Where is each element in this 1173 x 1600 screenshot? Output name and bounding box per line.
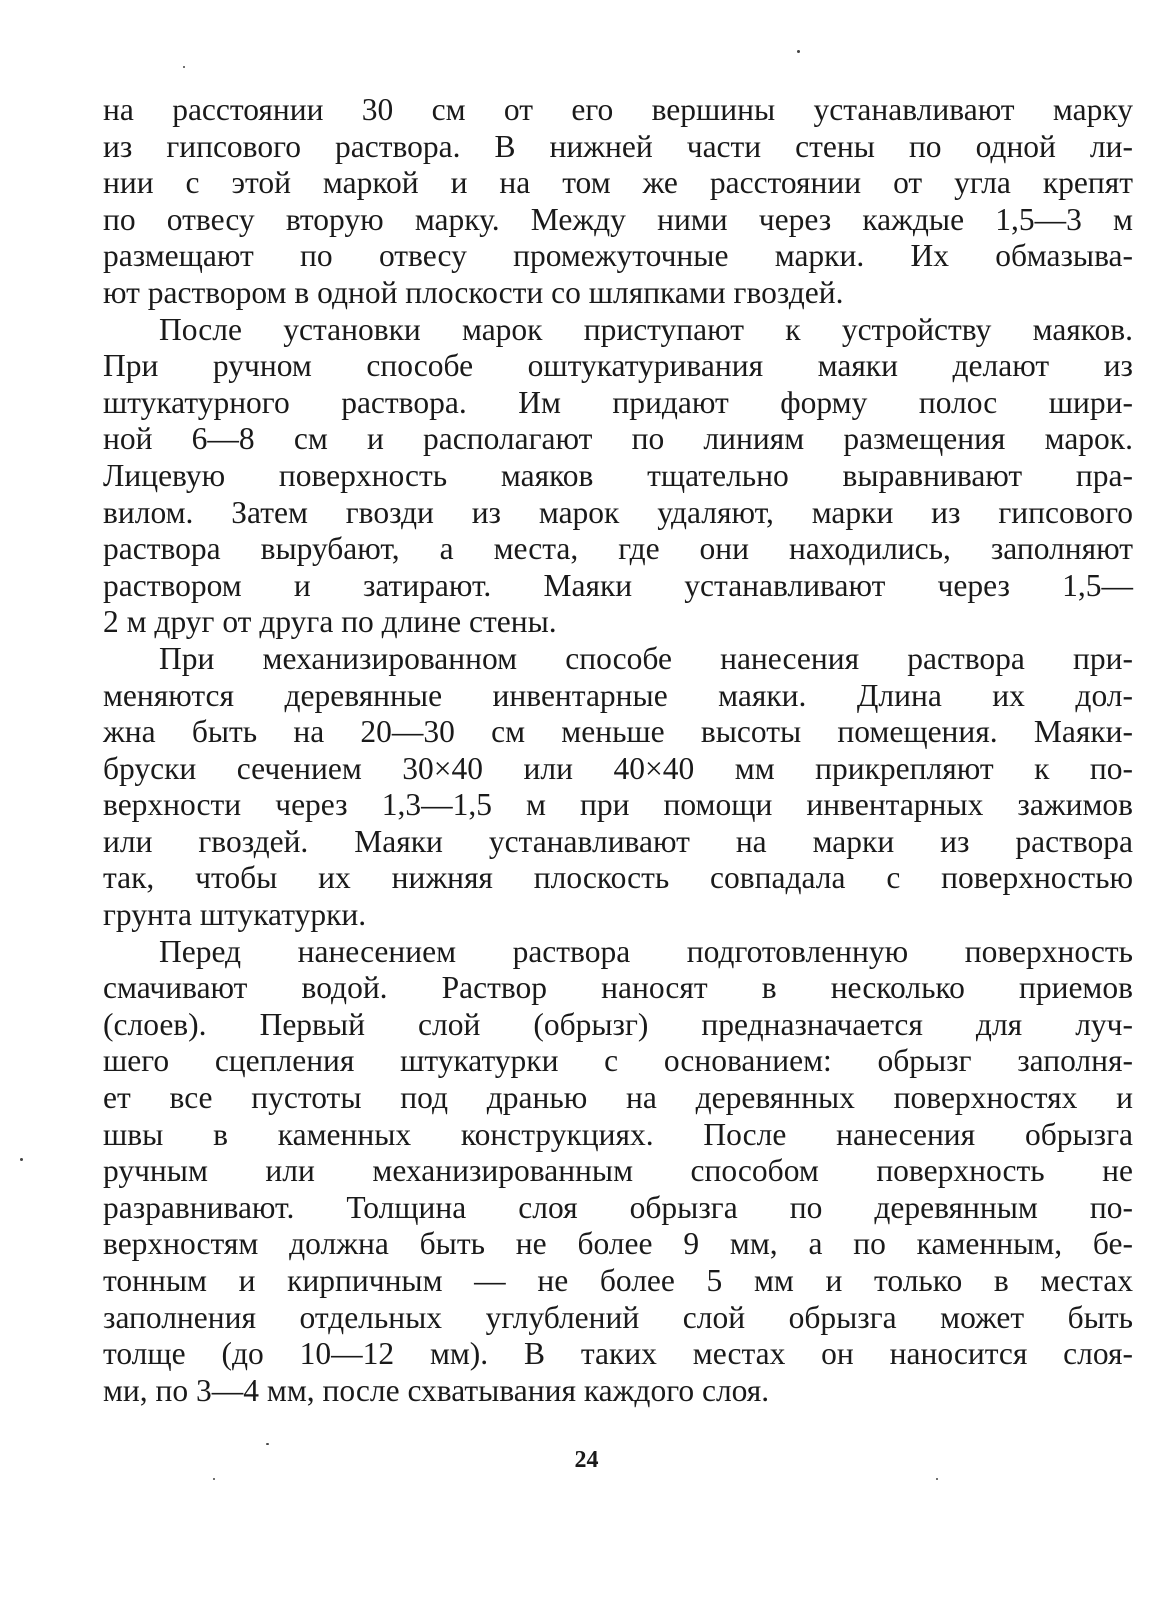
page-number: 24 bbox=[574, 1447, 599, 1473]
text-line: меняются деревянные инвентарные маяки. Длина их дол- bbox=[103, 677, 1133, 713]
text-line: по отвесу вторую марку. Между ними через каждые 1,5—3 м bbox=[103, 201, 1133, 237]
text-line: бруски сечением 30×40 или 40×40 мм прикрепляют к по- bbox=[103, 750, 1133, 786]
text-line: При механизированном способе нанесения раствора при- bbox=[159, 640, 1133, 676]
text-line: раствором и затирают. Маяки устанавливают через 1,5— bbox=[103, 567, 1133, 603]
text-line: заполнения отдельных углублений слой обрызга может быть bbox=[103, 1299, 1133, 1335]
text-line: ет все пустоты под дранью на деревянных поверхностях и bbox=[103, 1080, 1133, 1116]
paragraph-4 bbox=[103, 934, 1133, 1410]
text-line: верхности через 1,3—1,5 м при помощи инвентарных зажимов bbox=[103, 787, 1133, 823]
text-line: верхностям должна быть не более 9 мм, а по каменным, бе- bbox=[103, 1226, 1133, 1262]
text-line: так, чтобы их нижняя плоскость совпадала с поверхностью bbox=[103, 860, 1133, 896]
body-text bbox=[103, 92, 1133, 1409]
scan-speck bbox=[213, 1478, 215, 1480]
text-line: штукатурного раствора. Им придают форму полос шири- bbox=[103, 384, 1133, 420]
text-line: шего сцепления штукатурки с основанием: обрызг заполня- bbox=[103, 1043, 1133, 1079]
text-line: швы в каменных конструкциях. После нанесения обрызга bbox=[103, 1116, 1133, 1152]
text-line: из гипсового раствора. В нижней части стены по одной ли- bbox=[103, 128, 1133, 164]
text-line: (слоев). Первый слой (обрызг) предназначается для луч- bbox=[103, 1006, 1133, 1042]
text-line: на расстоянии 30 см от его вершины устанавливают марку bbox=[103, 92, 1133, 127]
text-line: разравнивают. Толщина слоя обрызга по деревянным по- bbox=[103, 1189, 1133, 1225]
text-line: жна быть на 20—30 см меньше высоты помещения. Маяки- bbox=[103, 714, 1133, 750]
text-line: нии с этой маркой и на том же расстоянии от угла крепят bbox=[103, 165, 1133, 201]
paragraph-3 bbox=[103, 641, 1133, 934]
text-line: ми, по 3—4 мм, после схватывания каждого слоя. bbox=[103, 1372, 770, 1408]
text-line: ной 6—8 см и располагают по линиям размещения марок. bbox=[103, 421, 1133, 457]
scan-speck bbox=[20, 1158, 23, 1161]
scan-speck bbox=[936, 1478, 938, 1480]
text-line: Лицевую поверхность маяков тщательно выравнивают пра- bbox=[103, 457, 1133, 493]
text-line: размещают по отвесу промежуточные марки. Их обмазыва- bbox=[103, 238, 1133, 274]
scan-speck bbox=[266, 1443, 269, 1445]
text-line: тонным и кирпичным — не более 5 мм и только в местах bbox=[103, 1263, 1133, 1298]
paragraph-2 bbox=[103, 312, 1133, 641]
paragraph-1 bbox=[103, 92, 1133, 312]
text-line: или гвоздей. Маяки устанавливают на марки из раствора bbox=[103, 823, 1133, 859]
text-line: ручным или механизированным способом поверхность не bbox=[103, 1153, 1133, 1189]
text-line: вилом. Затем гвозди из марок удаляют, марки из гипсового bbox=[103, 494, 1133, 530]
text-line: Перед нанесением раствора подготовленную поверхность bbox=[159, 933, 1133, 969]
text-line: ют раствором в одной плоскости со шляпками гвоздей. bbox=[103, 274, 844, 310]
text-line: После установки марок приступают к устройству маяков. bbox=[159, 311, 1133, 347]
scan-speck bbox=[797, 50, 800, 53]
text-line: 2 м друг от друга по длине стены. bbox=[103, 604, 557, 640]
text-line: грунта штукатурки. bbox=[103, 897, 367, 933]
scan-speck bbox=[183, 66, 185, 68]
text-line: толще (до 10—12 мм). В таких местах он наносится слоя- bbox=[103, 1336, 1133, 1372]
text-line: раствора вырубают, а места, где они находились, заполняют bbox=[103, 531, 1133, 567]
text-line: При ручном способе оштукатуривания маяки делают из bbox=[103, 348, 1133, 384]
text-line: смачивают водой. Раствор наносят в несколько приемов bbox=[103, 970, 1133, 1006]
